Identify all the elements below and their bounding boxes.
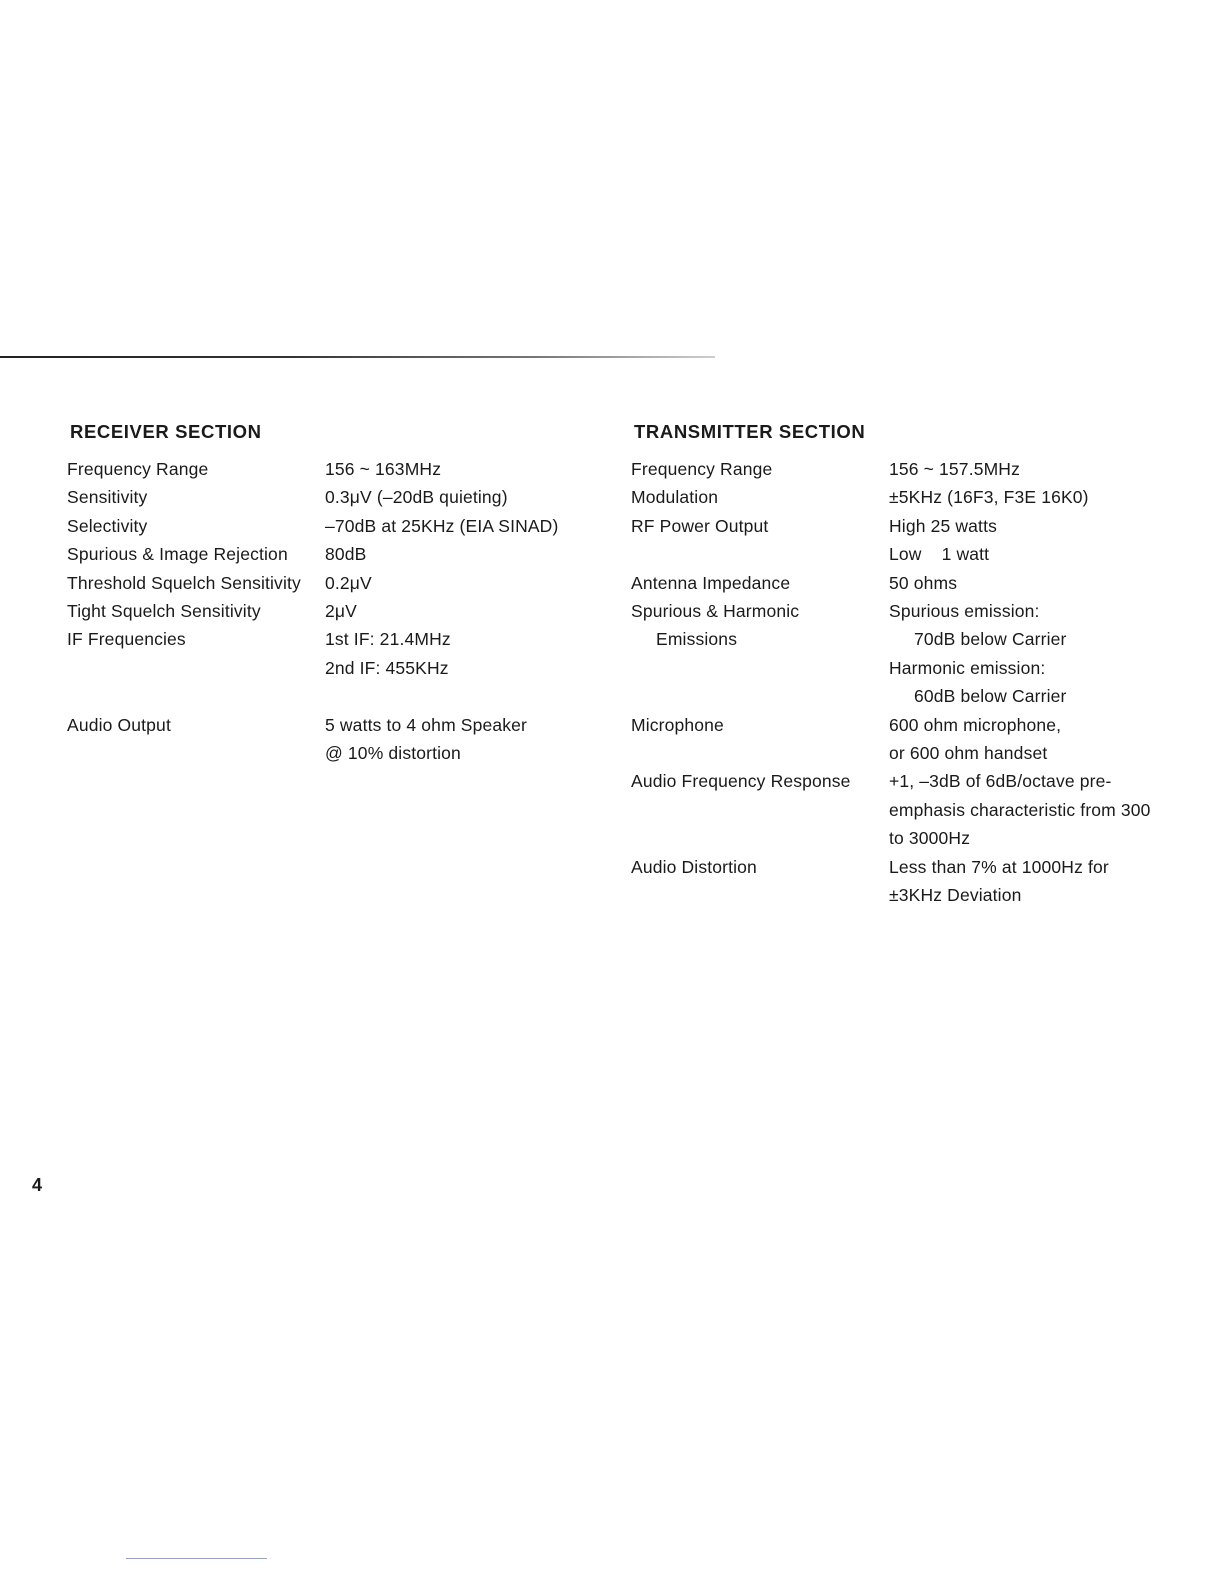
spec-label: Microphone <box>631 714 724 735</box>
spec-value-line: 2nd IF: 455KHz <box>325 657 449 678</box>
spec-label: Tight Squelch Sensitivity <box>67 601 261 622</box>
spec-value: 156 ~ 163MHz <box>325 459 442 479</box>
spec-value <box>325 711 558 768</box>
spec-value-line: +1, –3dB of 6dB/octave pre- <box>889 771 1112 792</box>
spec-value-line: High 25 watts <box>889 515 997 536</box>
spec-value: 0.2μV <box>325 572 372 593</box>
spec-value-line: @ 10% distortion <box>325 743 461 764</box>
table-row <box>67 540 558 568</box>
spec-label: Spurious & Image Rejection <box>67 544 288 565</box>
table-row <box>67 597 558 625</box>
spec-label: Modulation <box>631 487 719 508</box>
spec-value: ±5KHz (16F3, F3E 16K0) <box>889 487 1089 508</box>
table-row <box>631 569 1151 597</box>
table-row <box>631 483 1151 511</box>
spec-label-line: Emissions <box>656 629 738 650</box>
spec-value-line: 70dB below Carrier <box>914 629 1067 650</box>
spec-label: Selectivity <box>67 515 148 536</box>
table-row <box>67 569 558 597</box>
table-row <box>67 711 558 768</box>
spec-value: 0.3μV (–20dB quieting) <box>325 487 508 508</box>
spec-label-line: Spurious & Harmonic <box>631 601 800 622</box>
spec-label: RF Power Output <box>631 515 769 536</box>
spec-value <box>325 625 558 710</box>
spec-label: Antenna Impedance <box>631 572 791 593</box>
table-row <box>631 711 1151 768</box>
table-row <box>67 512 558 540</box>
receiver-section-title: RECEIVER SECTION <box>70 421 262 442</box>
table-row <box>67 483 558 511</box>
transmitter-section <box>631 421 1151 910</box>
table-row <box>67 625 558 710</box>
spec-value <box>889 512 1151 569</box>
spec-value <box>889 853 1151 910</box>
table-row <box>631 455 1151 483</box>
table-row <box>67 455 558 483</box>
spec-value-line: or 600 ohm handset <box>889 743 1048 764</box>
spec-value-line: Low 1 watt <box>889 544 990 565</box>
table-row <box>631 767 1151 852</box>
spec-label: Frequency Range <box>631 459 773 479</box>
spec-label: Frequency Range <box>67 459 209 479</box>
spec-value-line: 1st IF: 21.4MHz <box>325 629 451 650</box>
spec-label: Audio Output <box>67 714 171 735</box>
table-row <box>631 512 1151 569</box>
page-number: 4 <box>32 1175 43 1195</box>
transmitter-section-title: TRANSMITTER SECTION <box>634 421 866 442</box>
spec-value <box>889 767 1151 852</box>
spec-label: Sensitivity <box>67 487 148 508</box>
spec-value <box>889 597 1151 711</box>
spec-label <box>631 597 889 711</box>
spec-value: –70dB at 25KHz (EIA SINAD) <box>325 515 559 536</box>
header-rule <box>0 356 715 358</box>
transmitter-spec-table <box>631 455 1151 910</box>
spec-value-line: Spurious emission: <box>889 601 1040 622</box>
spec-value-line: Less than 7% at 1000Hz for <box>889 856 1109 877</box>
footer-rule <box>126 1558 267 1559</box>
receiver-section <box>67 421 558 767</box>
spec-value-line: emphasis characteristic from 300 <box>889 799 1151 820</box>
spec-label: Audio Frequency Response <box>631 771 851 792</box>
spec-label: Threshold Squelch Sensitivity <box>67 572 301 593</box>
receiver-spec-table <box>67 455 558 767</box>
spacer <box>325 682 558 710</box>
spec-label: Audio Distortion <box>631 856 757 877</box>
spec-value: 2μV <box>325 601 357 622</box>
spec-value-line: ±3KHz Deviation <box>889 885 1022 906</box>
spec-value: 156 ~ 157.5MHz <box>889 459 1021 479</box>
spec-value <box>889 711 1151 768</box>
spec-value-line: 60dB below Carrier <box>914 686 1067 707</box>
spec-value: 50 ohms <box>889 572 958 593</box>
spec-label: IF Frequencies <box>67 629 186 650</box>
spec-value-line: Harmonic emission: <box>889 657 1046 678</box>
spec-value-line: 5 watts to 4 ohm Speaker <box>325 714 528 735</box>
spec-value: 80dB <box>325 544 367 565</box>
table-row <box>631 853 1151 910</box>
spec-value-line: 600 ohm microphone, <box>889 714 1062 735</box>
spec-value-line: to 3000Hz <box>889 828 971 849</box>
table-row <box>631 597 1151 711</box>
